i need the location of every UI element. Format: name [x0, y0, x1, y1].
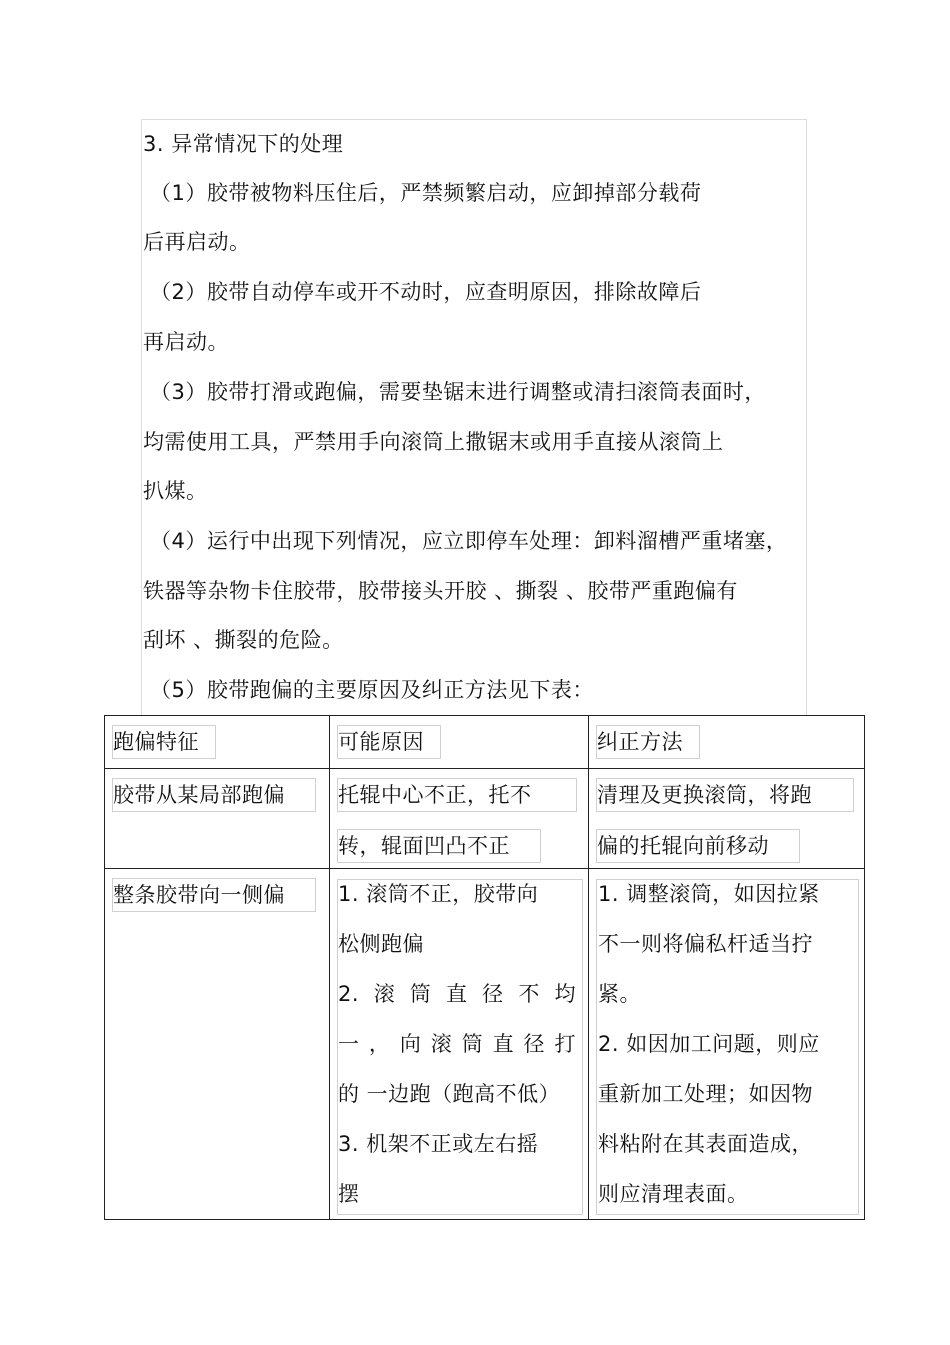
cause-line: 托辊中心不正，托不 [337, 778, 577, 812]
table-row [105, 769, 865, 869]
paragraph-line: 扒煤。 [143, 479, 208, 503]
paragraph-line: 再启动。 [143, 330, 229, 354]
char: 2. [338, 982, 360, 1006]
table-header-row [105, 716, 865, 769]
paragraph-line: （1）胶带被物料压住后，严禁频繁启动，应卸掉部分载荷 [150, 181, 702, 205]
paragraph-line: （3）胶带打滑或跑偏，需要垫锯末进行调整或清扫滚筒表面时， [150, 380, 766, 404]
fix-line: 1. 调整滚筒，如因拉紧 [598, 882, 820, 906]
paragraph-line: 铁器等杂物卡住胶带，胶带接头开胶 、撕裂 、胶带严重跑偏有 [143, 579, 738, 603]
paragraph-line: （5）胶带跑偏的主要原因及纠正方法见下表： [150, 678, 594, 702]
header-cell [330, 716, 589, 769]
cause-line: 转，辊面凹凸不正 [337, 829, 541, 863]
char: 直 [446, 982, 468, 1006]
cause-line: 摆 [338, 1182, 360, 1206]
header-feature: 跑偏特征 [112, 725, 216, 759]
cause-line: 松侧跑偏 [338, 932, 424, 956]
fix-line: 紧。 [598, 982, 641, 1006]
header-cause: 可能原因 [337, 725, 441, 759]
char: 一 [338, 1032, 360, 1056]
header-cell [589, 716, 865, 769]
table-cell [105, 769, 330, 869]
paragraph-line: 均需使用工具，严禁用手向滚筒上撒锯末或用手直接从滚筒上 [143, 430, 724, 454]
char: 均 [554, 982, 576, 1006]
fix-line: 则应清理表面。 [598, 1182, 749, 1206]
cause-line: 3. 机架不正或左右摇 [338, 1132, 539, 1156]
fix-line: 料粘附在其表面造成， [598, 1132, 813, 1156]
paragraph-line: （2）胶带自动停车或开不动时，应查明原因，排除故障后 [150, 280, 702, 304]
char: 径 [482, 982, 504, 1006]
feature-local: 胶带从某局部跑偏 [112, 778, 316, 812]
char: 打 [554, 1032, 576, 1056]
table-cell [105, 869, 330, 1220]
header-fix: 纠正方法 [596, 725, 700, 759]
char: 筒 [409, 982, 432, 1006]
table-row [105, 869, 865, 1220]
cause-line-justified [338, 969, 576, 1019]
fix-line: 清理及更换滚筒，将跑 [596, 778, 854, 812]
fix-line: 2. 如因加工问题，则应 [598, 1032, 820, 1056]
section-heading: 3. 异常情况下的处理 [143, 132, 344, 156]
feature-whole: 整条胶带向一侧偏 [112, 878, 316, 912]
paragraph-line: （4）运行中出现下列情况，应立即停车处理：卸料溜槽严重堵塞， [150, 529, 788, 553]
paragraph-line: 后再启动。 [143, 230, 251, 254]
char: ， [368, 1032, 391, 1056]
cause-line-justified [338, 1019, 576, 1069]
paragraph-line: 刮坏 、撕裂的危险。 [143, 628, 344, 652]
fix-line: 重新加工处理；如因物 [598, 1082, 813, 1106]
table-cell [589, 869, 865, 1220]
char: 直 [492, 1032, 515, 1056]
fix-line: 偏的托辊向前移动 [596, 829, 800, 863]
cause-line: 1. 滚筒不正，胶带向 [338, 882, 539, 906]
table-cell [330, 769, 589, 869]
cause-line: 的 一边跑（跑高不低） [338, 1082, 561, 1106]
table-cell [589, 769, 865, 869]
char: 筒 [461, 1032, 484, 1056]
text-frame [141, 119, 807, 715]
fix-line: 不一则将偏私杆适当拧 [598, 932, 813, 956]
table-cell [330, 869, 589, 1220]
char: 滚 [373, 982, 396, 1006]
char: 向 [399, 1032, 422, 1056]
char: 径 [523, 1032, 546, 1056]
header-cell [105, 716, 330, 769]
deviation-table [104, 715, 865, 1220]
char: 不 [518, 982, 540, 1006]
char: 滚 [430, 1032, 453, 1056]
